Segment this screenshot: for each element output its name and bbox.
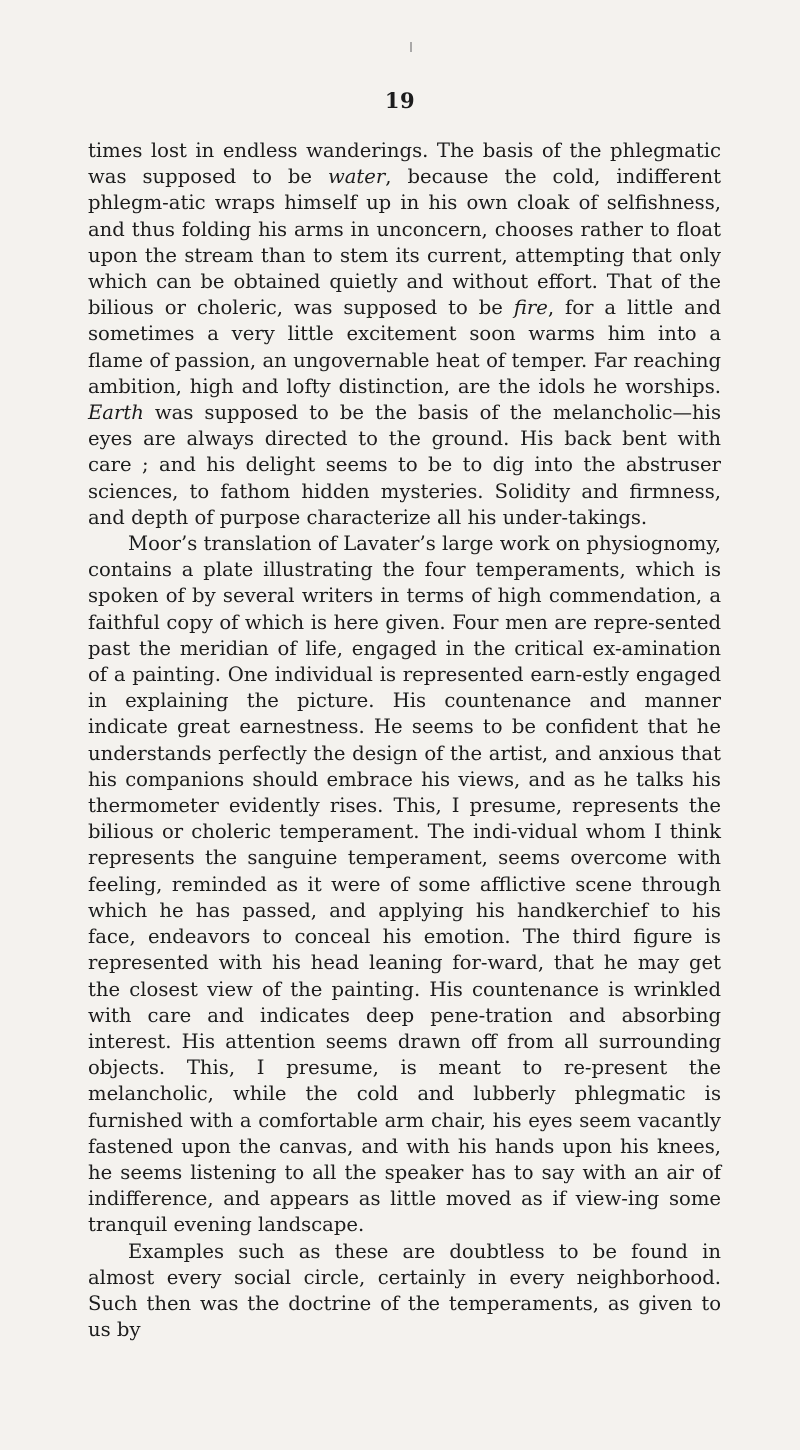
paragraph-1 <box>88 138 721 531</box>
paragraph-1-text: was supposed to be the basis of the melancholic—his eyes are always directed to the ground. His back bent with care ; and his delight seems to be to dig into the abstruser sciences, to fathom hidden mysteries. Solidity and firmness, and depth of purpose characterize all his under-takings. <box>88 401 721 529</box>
print-speck <box>410 42 412 52</box>
page-number: 19 <box>384 88 416 113</box>
italic-earth: Earth <box>88 401 144 425</box>
paragraph-1-text: , because the cold, indifferent phlegm-atic wraps himself up in his own cloak of selfishness, and thus folding his arms in unconcern, chooses rather to float upon the stream than to stem its current, attempting that only which can be obtained quietly and without effort. That of the bilious or choleric, was supposed to be <box>88 165 721 320</box>
body-text <box>88 138 721 1343</box>
paragraph-1-text: times lost in endless wanderings. The basis of the phlegmatic was supposed to be <box>88 139 721 189</box>
paragraph-1-text: , for a little and sometimes a very little excitement soon warms him into a flame of passion, an ungovernable heat of temper. Far reaching ambition, high and lofty distinction, are the idols he worships. <box>88 296 721 398</box>
paragraph-3: Examples such as these are doubtless to be found in almost every social circle, certainly in every neighborhood. Such then was the doctrine of the temperaments, as given to us by <box>88 1239 721 1342</box>
italic-fire: fire <box>513 296 548 320</box>
paragraph-2: Moor’s translation of Lavater’s large work on physiognomy, contains a plate illustrating the four temperaments, which is spoken of by several writers in terms of high commendation, a faithful copy of which is here given. Four men are repre-sented past the meridian of life, engaged in the critical ex-amination of a painting. One individual is represented earn-estly engaged in explaining the picture. His countenance and manner indicate great earnestness. He seems to be confident that he understands perfectly the design of the artist, and anxious that his companions should embrace his views, and as he talks his thermometer evidently rises. This, I presume, represents the bilious or choleric temperament. The indi-vidual whom I think represents the sanguine temperament, seems overcome with feeling, reminded as it were of some afflictive scene through which he has passed, and applying his handkerchief to his face, endeavors to conceal his emotion. The third figure is represented with his head leaning for-ward, that he may get the closest view of the painting. His countenance is wrinkled with care and indicates deep pene-tration and absorbing interest. His attention seems drawn off from all surrounding objects. This, I presume, is meant to re-present the melancholic, while the cold and lubberly phlegmatic is furnished with a comfortable arm chair, his eyes seem vacantly fastened upon the canvas, and with his hands upon his knees, he seems listening to all the speaker has to say with an air of indifference, and appears as little moved as if view-ing some tranquil evening landscape. <box>88 532 721 1237</box>
italic-water: water <box>327 165 386 189</box>
